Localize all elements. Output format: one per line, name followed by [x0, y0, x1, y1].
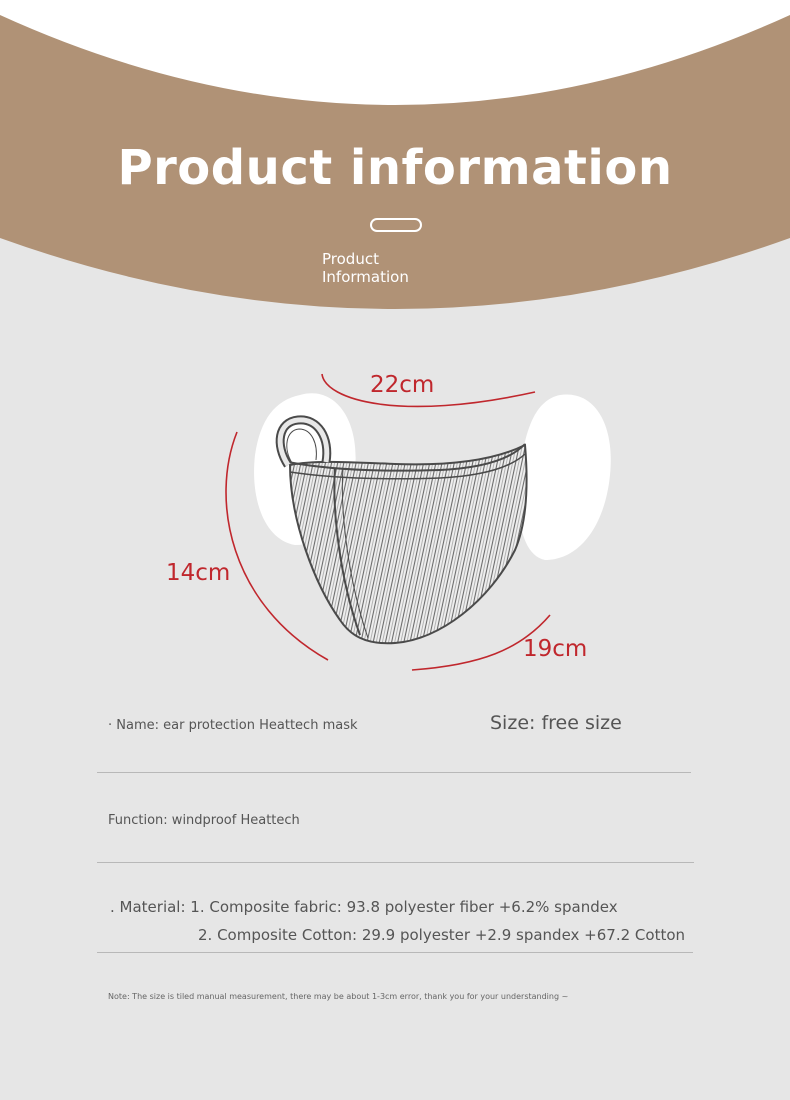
pill-divider-icon	[370, 218, 422, 232]
subtitle-line-1: Product	[322, 250, 379, 268]
mask-illustration	[150, 360, 640, 680]
subtitle-line-2: Information	[322, 268, 409, 286]
dimension-label-left: 14cm	[166, 560, 231, 586]
size-note: Note: The size is tiled manual measurement, there may be about 1-3cm error, thank you for your understanding ~	[108, 992, 569, 1001]
dimension-label-top: 22cm	[370, 372, 435, 398]
material-line-2: 2. Composite Cotton: 29.9 polyester +2.9 spandex +67.2 Cotton	[198, 926, 686, 944]
material-line-1: . Material: 1. Composite fabric: 93.8 polyester fiber +6.2% spandex	[110, 898, 618, 916]
product-function: Function: windproof Heattech	[108, 813, 300, 828]
subtitle	[322, 250, 462, 286]
divider-2	[97, 862, 694, 863]
page-title: Product information	[117, 140, 673, 196]
right-ear	[518, 395, 611, 560]
dimension-label-bottom: 19cm	[523, 636, 588, 662]
divider-3	[97, 952, 693, 953]
mask-body	[290, 445, 527, 643]
product-name: · Name: ear protection Heattech mask	[108, 718, 358, 733]
product-size: Size: free size	[490, 712, 622, 734]
divider-1	[97, 772, 691, 773]
